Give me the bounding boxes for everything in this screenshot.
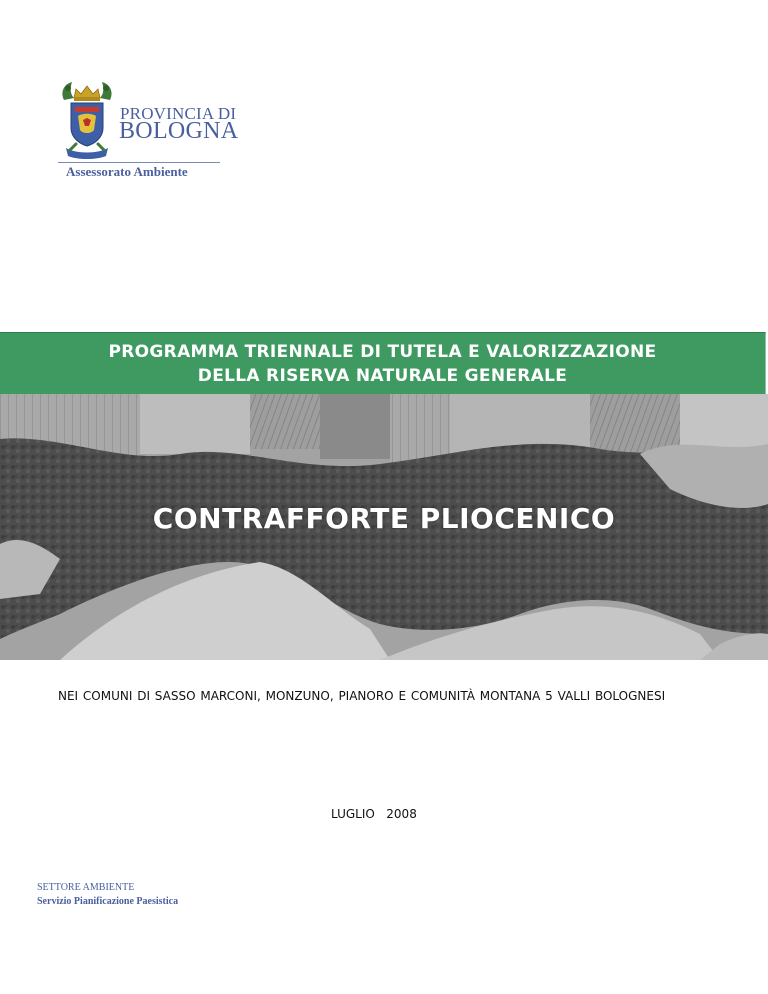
logo-subtitle: Assessorato Ambiente [66,164,188,179]
logo-divider [58,162,220,163]
provincia-logo [58,78,239,180]
aerial-photo [0,394,768,660]
sector-label: SETTORE AMBIENTE [37,882,135,893]
logo-title-line2: BOLOGNA [119,118,239,144]
banner-line-2: DELLA RISERVA NATURALE GENERALE [197,366,568,386]
program-banner [0,332,766,395]
service-label: Servizio Pianificazione Paesistica [37,896,179,907]
publication-date: LUGLIO 2008 [331,807,417,821]
banner-line-1: PROGRAMMA TRIENNALE DI TUTELA E VALORIZZAZIONE [108,342,657,362]
municipalities-text: NEI COMUNI DI SASSO MARCONI, MONZUNO, PIANORO E COMUNITÀ MONTANA 5 VALLI BOLOGNESI [58,689,666,703]
document-title: CONTRAFFORTE PLIOCENICO [152,502,616,535]
coat-of-arms-icon [58,78,116,162]
logo-title-line1: PROVINCIA DI [120,104,237,123]
